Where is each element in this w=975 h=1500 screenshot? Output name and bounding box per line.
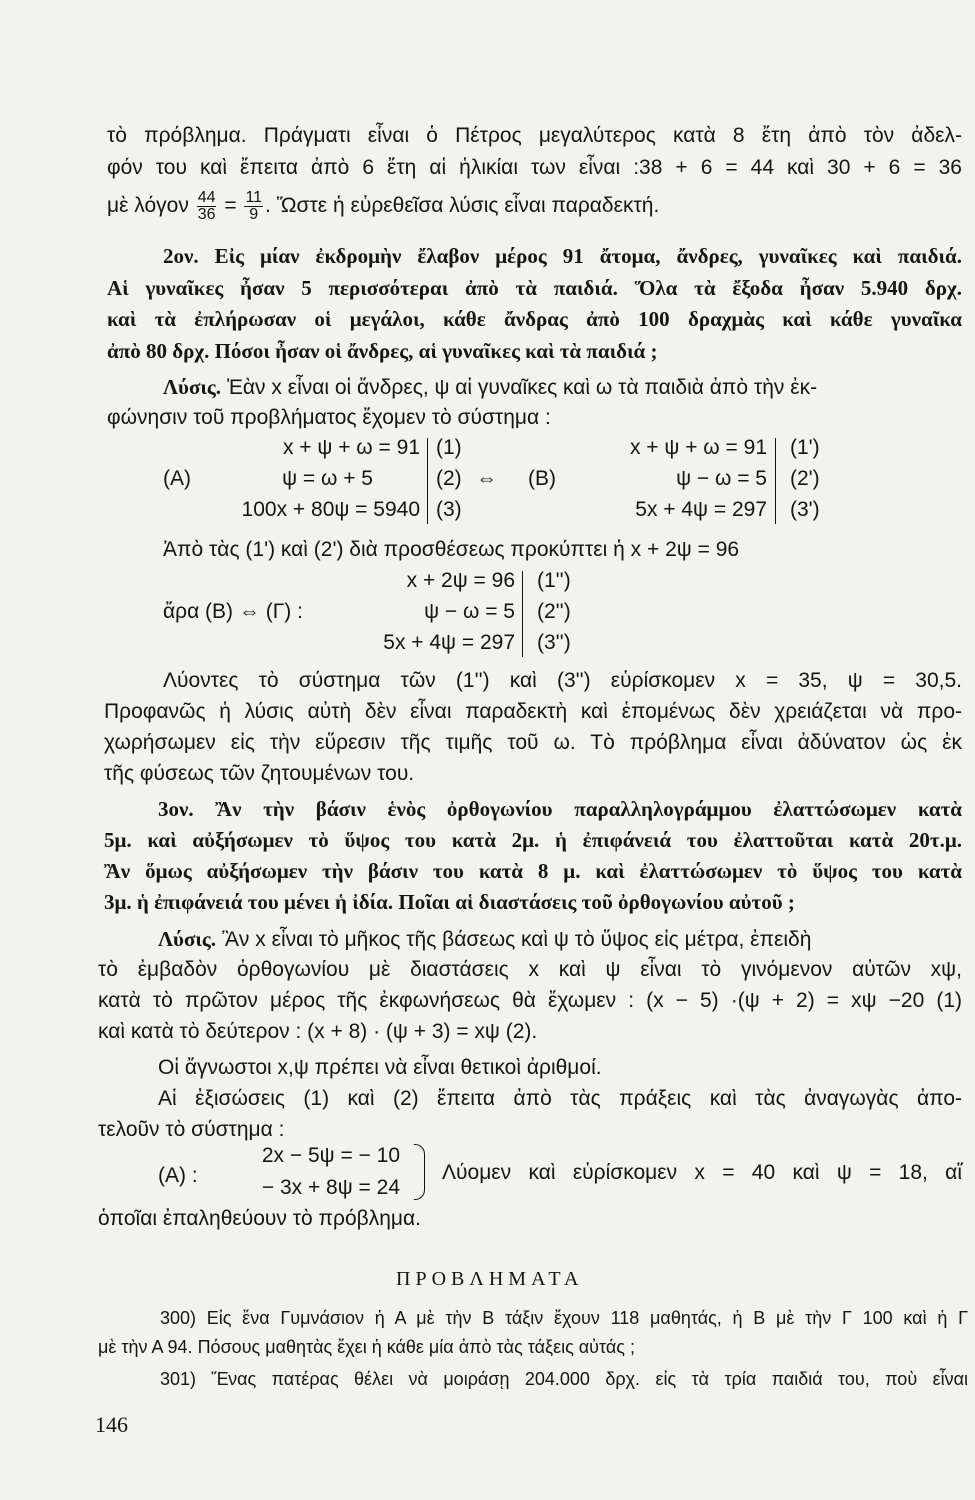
- text: . Ὥστε ἡ εὑρεθεῖσα λύσις εἶναι παραδεκτή.: [265, 194, 660, 218]
- equation: x + 2ψ = 96: [406, 569, 515, 592]
- equation-number: (2): [436, 467, 462, 490]
- equation: x + ψ + ω = 91: [629, 436, 767, 459]
- equals: =: [224, 194, 237, 218]
- exercise-line: 300) Εἰς ἕνα Γυμνάσιον ἡ Α μὲ τὴν Β τάξιν ἔχουν 118 μαθητάς, ἡ Β μὲ τὴν Γ 100 καὶ ἡ Γ: [160, 1308, 968, 1328]
- text: μὲ λόγον: [107, 194, 189, 218]
- equation: ψ = ω + 5: [282, 467, 373, 490]
- equation-number: (3''): [537, 631, 571, 654]
- equation: ψ − ω = 5: [424, 600, 515, 623]
- section-heading: ΠΡΟΒΛΗΜΑΤΑ: [396, 1268, 584, 1290]
- system-label: ἄρα (B) ⇔ (Γ) :: [163, 600, 303, 623]
- system-label: (A) :: [158, 1164, 198, 1187]
- problem-3-line: 5μ. καὶ αὐξήσωμεν τὸ ὕψος του κατὰ 2μ. ἡ ἐπιφάνειά του ἐλαττοῦται κατὰ 20τ.μ.: [104, 828, 962, 852]
- brace: [775, 438, 776, 524]
- solution-line: τελοῦν τὸ σύστημα :: [98, 1118, 285, 1141]
- equation: 5x + 4ψ = 297: [635, 498, 767, 521]
- equation-number: (2''): [537, 600, 571, 623]
- equation: 100x + 80ψ = 5940: [241, 498, 420, 521]
- brace: [522, 571, 523, 657]
- equation: 5x + 4ψ = 297: [383, 631, 515, 654]
- problem-2-line: καὶ τὰ ἐπλήρωσαν οἱ μεγάλοι, κάθε ἄνδρας ἀπὸ 100 δραχμὰς καὶ κάθε γυναῖκα: [107, 307, 962, 331]
- problem-3-line: Ἂν ὅμως αὐξήσωμεν τὴν βάσιν του κατὰ 8 μ. καὶ ἐλαττώσωμεν τὸ ὕψος του κατὰ: [104, 859, 962, 883]
- solution-line: [158, 926, 962, 953]
- system-label: (A): [163, 467, 191, 490]
- solution-line: τὸ ἐμβαδὸν ὀρθογωνίου μὲ διαστάσεις x καὶ ψ εἶναι τὸ γινόμενον αὐτῶν xψ,: [98, 958, 962, 981]
- equation-number: (3): [436, 498, 462, 521]
- equation: x + ψ + ω = 91: [282, 436, 420, 459]
- solution-line: τῆς φύσεως τῶν ζητουμένων του.: [104, 762, 415, 785]
- exercise-line: μὲ τὴν Α 94. Πόσους μαθητὰς ἔχει ἡ κάθε μία ἀπὸ τὰς τάξεις αὐτάς ;: [98, 1337, 635, 1357]
- brace: [427, 438, 428, 524]
- solution-line: [163, 374, 962, 401]
- solution-line: Προφανῶς ἡ λύσις αὐτὴ δὲν εἶναι παραδεκτὴ καὶ ἑπομένως δὲν χρειάζεται νὰ προ-: [104, 700, 962, 723]
- equivalence-arrow: ⇔: [476, 467, 497, 490]
- exercise-line: 301) Ἕνας πατέρας θέλει νὰ μοιράσῃ 204.000 δρχ. εἰς τὰ τρία παιδιά του, ποὺ εἶναι: [160, 1369, 968, 1389]
- solution-line: κατὰ τὸ πρῶτον μέρος τῆς ἐκφωνήσεως θὰ ἔχωμεν : (x − 5) ·(ψ + 2) = xψ −20 (1): [98, 989, 962, 1012]
- page-number: 146: [95, 1412, 128, 1437]
- text-line: φόν του καὶ ἔπειτα ἀπὸ 6 ἔτη αἱ ἡλικίαι των εἶναι :38 + 6 = 44 καὶ 30 + 6 = 36: [107, 156, 962, 179]
- solution-line: ὁποῖαι ἐπαληθεύουν τὸ πρόβλημα.: [98, 1207, 422, 1230]
- solution-line: Λύοντες τὸ σύστημα τῶν (1'') καὶ (3'') εὑρίσκομεν x = 35, ψ = 30,5.: [163, 669, 962, 692]
- text-line-with-fraction: [107, 190, 659, 223]
- solution-line: Ἀπὸ τὰς (1') καὶ (2') διὰ προσθέσεως προκύπτει ἡ x + 2ψ = 96: [163, 538, 740, 561]
- solution-label: Λύσις.: [158, 927, 216, 951]
- equation-number: (1''): [537, 569, 571, 592]
- problem-3-line: 3μ. ἡ ἐπιφάνειά του μένει ἡ ἰδία. Ποῖαι αἱ διαστάσεις τοῦ ὀρθογωνίου αὐτοῦ ;: [104, 890, 795, 914]
- problem-2-line: ἀπὸ 80 δρχ. Πόσοι ἦσαν οἱ ἄνδρες, αἱ γυναῖκες καὶ τὰ παιδιά ;: [107, 339, 658, 363]
- system-label: (B): [528, 467, 556, 490]
- problem-2-line: 2ον. Εἰς μίαν ἐκδρομὴν ἔλαβον μέρος 91 ἄτομα, ἄνδρες, γυναῖκες καὶ παιδιά.: [163, 244, 962, 268]
- brace: [414, 1144, 425, 1200]
- equation-number: (1'): [790, 436, 820, 459]
- equation: ψ − ω = 5: [676, 467, 767, 490]
- solution-line: φώνησιν τοῦ προβλήματος ἔχομεν τὸ σύστημα :: [107, 406, 551, 429]
- solution-line: Λύομεν καὶ εὑρίσκομεν x = 40 καὶ ψ = 18, αἵ: [442, 1161, 962, 1184]
- equation: − 3x + 8ψ = 24: [261, 1176, 400, 1199]
- solution-line: καὶ κατὰ τὸ δεύτερον : (x + 8) · (ψ + 3) = xψ (2).: [98, 1020, 538, 1043]
- problem-3-line: 3ον. Ἂν τὴν βάσιν ἑνὸς ὀρθογωνίου παραλληλογράμμου ἐλαττώσωμεν κατὰ: [158, 797, 962, 821]
- solution-line: Οἱ ἄγνωστοι x,ψ πρέπει νὰ εἶναι θετικοὶ ἀριθμοί.: [158, 1056, 602, 1079]
- equation-number: (2'): [790, 467, 820, 490]
- solution-line: χωρήσωμεν εἰς τὴν εὕρεσιν τῆς τιμῆς τοῦ ω. Τὸ πρόβλημα εἶναι ἀδύνατον ὡς ἐκ: [104, 731, 962, 754]
- text: Ἂν x εἶναι τὸ μῆκος τῆς βάσεως καὶ ψ τὸ ὕψος εἰς μέτρα, ἐπειδὴ: [221, 928, 812, 951]
- equation-number: (3'): [790, 498, 820, 521]
- fraction: $\frac{11}{9}$: [245, 189, 263, 223]
- equation: 2x − 5ψ = − 10: [261, 1144, 400, 1167]
- text-line: τὸ πρόβλημα. Πράγματι εἶναι ὁ Πέτρος μεγαλύτερος κατὰ 8 ἔτη ἀπὸ τὸν ἀδελ-: [107, 124, 962, 147]
- text: Ἐὰν x εἶναι οἱ ἄνδρες, ψ αἱ γυναῖκες καὶ ω τὰ παιδιὰ ἀπὸ τὴν ἐκ-: [226, 376, 818, 399]
- problem-2-line: Αἱ γυναῖκες ἦσαν 5 περισσότεραι ἀπὸ τὰ παιδιά. Ὅλα τὰ ἔξοδα ἦσαν 5.940 δρχ.: [107, 276, 962, 300]
- equation-number: (1): [436, 436, 462, 459]
- solution-label: Λύσις.: [163, 375, 221, 399]
- solution-line: Αἱ ἐξισώσεις (1) καὶ (2) ἔπειτα ἀπὸ τὰς πράξεις καὶ τὰς ἀναγωγὰς ἀπο-: [158, 1087, 962, 1110]
- fraction: $\frac{44}{36}$: [197, 189, 216, 223]
